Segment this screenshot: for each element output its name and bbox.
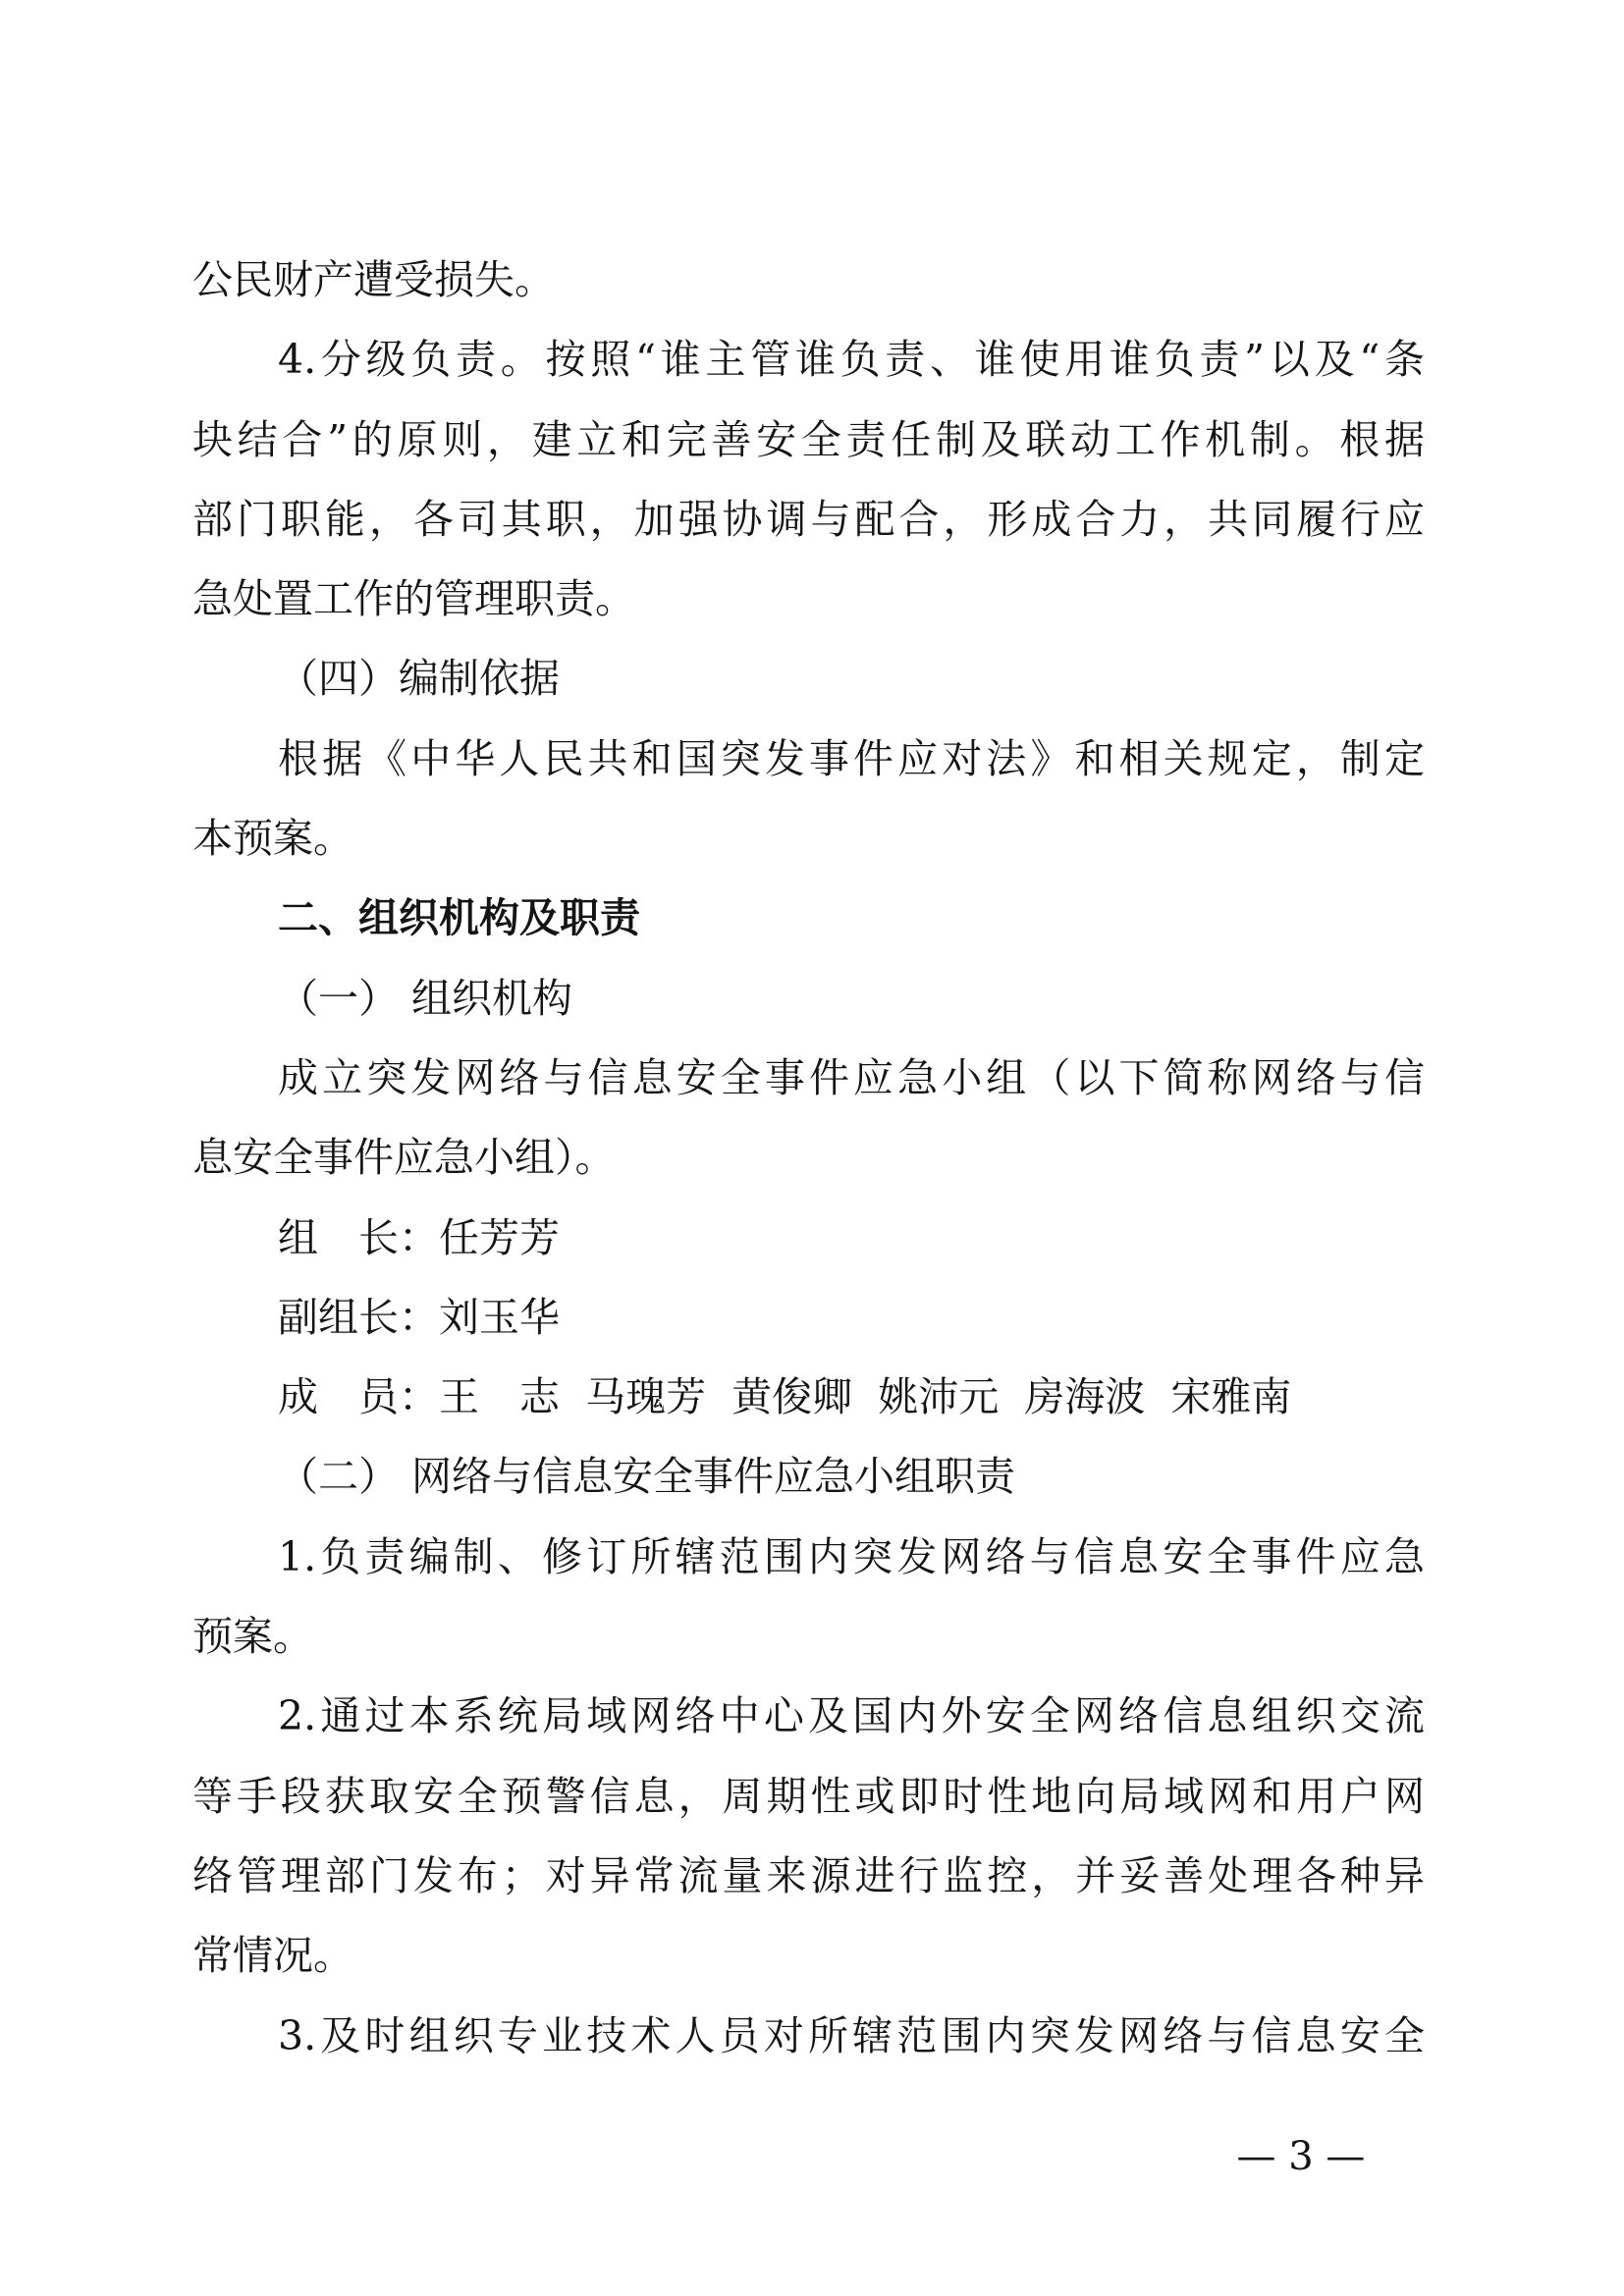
group-leader-line: 组 长：任芳芳 [278,1213,560,1261]
document-body [192,240,1425,2076]
paragraph [192,1518,1425,1678]
text-line: 块结合”的原则，建立和完善安全责任制及联动工作机制。根据 [192,415,1425,463]
text-line: 预案。 [192,1613,313,1661]
text-line: 成立突发网络与信息安全事件应急小组（以下简称网络与信 [278,1053,1425,1101]
paragraph [192,1677,1425,1996]
deputy-leader-line: 副组长：刘玉华 [278,1293,560,1341]
text-line: 3.及时组织专业技术人员对所辖范围内突发网络与信息安全 [278,2011,1425,2059]
text-line: 部门职能，各司其职，加强协调与配合，形成合力，共同履行应 [192,495,1425,543]
text-line: 2.通过本系统局域网络中心及国内外安全网络信息组织交流 [278,1692,1425,1740]
page-number: — 3 — [1236,2134,1366,2179]
text-line: 本预案。 [192,815,353,863]
text-line: 等手段获取安全预警信息，周期性或即时性地向局域网和用户网 [192,1772,1425,1820]
paragraph [192,1039,1425,1199]
subsection-heading: （四）编制依据 [278,655,560,703]
text-line: 1.负责编制、修订所辖范围内突发网络与信息安全事件应急 [278,1532,1425,1580]
section-heading: 二、组织机构及职责 [278,894,640,942]
paragraph [192,320,1425,639]
text-line: 4.分级负责。按照“谁主管谁负责、谁使用谁负责”以及“条 [278,336,1425,384]
text-line: 络管理部门发布；对异常流量来源进行监控，并妥善处理各种异 [192,1851,1425,1899]
text-line: 公民财产遭受损失。 [192,256,555,303]
paragraph [192,240,1425,320]
subsection-heading: （一） 组织机构 [278,974,573,1022]
paragraph [192,1997,1425,2076]
text-line: 常情况。 [192,1932,353,1980]
text-line: 息安全事件应急小组）。 [192,1134,616,1182]
subsection-heading: （二） 网络与信息安全事件应急小组职责 [278,1453,1016,1501]
paragraph [192,720,1425,880]
members-line: 成 员：王 志 马瑰芳 黄俊卿 姚沛元 房海波 宋雅南 [278,1373,1292,1421]
text-line: 根据《中华人民共和国突发事件应对法》和相关规定，制定 [278,734,1425,782]
text-line: 急处置工作的管理职责。 [192,575,635,623]
